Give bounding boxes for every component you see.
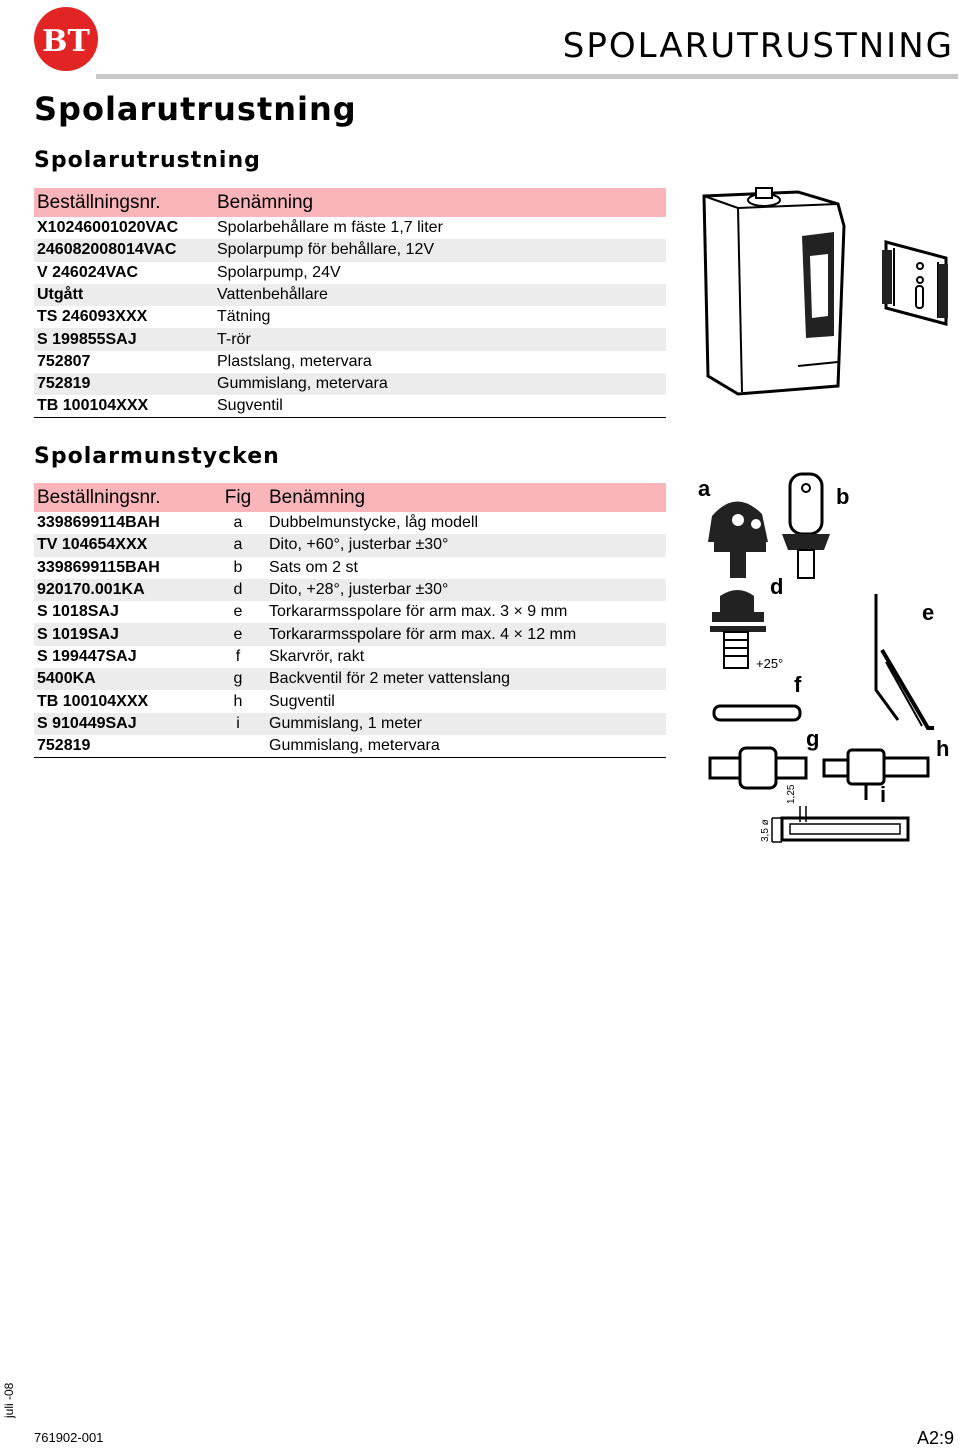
part-name: Dito, +60°, justerbar ±30° [266, 534, 666, 556]
table-row [34, 262, 666, 284]
order-number: 5400KA [34, 668, 210, 690]
washer-tank-illustration [698, 186, 954, 396]
table-row [34, 557, 666, 579]
table-header-row [34, 483, 666, 512]
order-number: 3398699115BAH [37, 558, 160, 576]
fig-label-e: e [922, 600, 935, 625]
header-title: SPOLARUTRUSTNING [562, 26, 954, 66]
order-number: 246082008014VAC [34, 239, 214, 261]
table-row [34, 668, 666, 690]
section2-title: Spolarmunstycken [34, 444, 280, 469]
table-row [34, 646, 666, 668]
part-name: Skarvrör, rakt [269, 647, 365, 665]
side-date: juli -08 [2, 1382, 16, 1418]
table-row [34, 735, 666, 757]
table-row [34, 284, 666, 306]
order-number: X10246001020VAC [37, 219, 179, 237]
nozzle-illustrations [690, 470, 958, 850]
table-row [34, 690, 666, 712]
fig-letter [210, 735, 266, 757]
order-number: 3398699114BAH [37, 514, 160, 532]
page-number: A2:9 [916, 1428, 954, 1448]
section2-table [34, 483, 666, 758]
part-name: Spolarpump för behållare, 12V [214, 239, 666, 261]
order-number: TS 246093XXX [37, 308, 148, 326]
part-name: Tätning [217, 308, 271, 326]
order-number: 752819 [34, 373, 214, 395]
section1-table [34, 188, 666, 418]
fig-letter: a [210, 534, 266, 556]
part-name: Torkararmsspolare för arm max. 3 × 9 mm [269, 603, 568, 621]
part-name: Backventil för 2 meter vattenslang [266, 668, 666, 690]
table-row [34, 373, 666, 395]
part-name: Sugventil [269, 692, 335, 710]
order-number: 920170.001KA [34, 579, 210, 601]
order-number: TB 100104XXX [37, 692, 149, 710]
table-row [34, 351, 666, 373]
fig-label-a: a [698, 476, 711, 501]
part-name: Dito, +28°, justerbar ±30° [266, 579, 666, 601]
table-row [34, 601, 666, 623]
doc-number: 761902-001 [34, 1430, 104, 1445]
order-number: 752807 [37, 352, 91, 370]
table-row [34, 512, 666, 534]
fig-letter: b [233, 558, 243, 576]
fig-letter: g [210, 668, 266, 690]
part-name: Torkararmsspolare för arm max. 4 × 12 mm [266, 623, 666, 645]
table-row [34, 534, 666, 556]
order-number: Utgått [34, 284, 214, 306]
part-name: Vattenbehållare [214, 284, 666, 306]
fig-label-d: d [770, 574, 784, 599]
fig-letter: a [233, 514, 243, 532]
part-name: Gummislang, metervara [214, 373, 666, 395]
table-row [34, 713, 666, 735]
fig-label-i: i [880, 782, 887, 807]
part-name: Gummislang, 1 meter [266, 713, 666, 735]
order-number: V 246024VAC [37, 263, 139, 281]
fig-label-b: b [836, 484, 850, 509]
table-row [34, 579, 666, 601]
fig-letter: f [235, 647, 241, 665]
dim-label-2: 3,5 ø [760, 819, 771, 842]
fig-letter: d [210, 579, 266, 601]
section1-title: Spolarutrustning [34, 148, 261, 173]
order-number: 752819 [34, 735, 210, 757]
col-fig: Fig [210, 483, 266, 512]
part-name: Sugventil [214, 395, 666, 417]
order-number: TB 100104XXX [34, 395, 214, 417]
col-order-no: Beställningsnr. [34, 483, 210, 512]
table-row [34, 217, 666, 239]
fig-letter: e [210, 623, 266, 645]
bt-logo [33, 6, 99, 72]
table-header-row [34, 188, 666, 217]
dim-label-1: 1,25 [786, 784, 797, 804]
part-name: Sats om 2 st [269, 558, 358, 576]
col-name: Benämning [214, 188, 666, 217]
angle-label: +25° [756, 656, 784, 671]
order-number: S 910449SAJ [34, 713, 210, 735]
order-number: S 199447SAJ [37, 647, 137, 665]
order-number: S 1019SAJ [34, 623, 210, 645]
col-name: Benämning [266, 483, 666, 512]
fig-letter: e [233, 603, 243, 621]
col-order-no: Beställningsnr. [34, 188, 214, 217]
fig-label-g: g [806, 726, 820, 751]
page-title: Spolarutrustning [34, 90, 357, 128]
part-name: T-rör [214, 328, 666, 350]
part-name: Plastslang, metervara [217, 352, 372, 370]
fig-label-h: h [936, 736, 950, 761]
table-row [34, 623, 666, 645]
part-name: Dubbelmunstycke, låg modell [269, 514, 478, 532]
fig-label-f: f [794, 672, 802, 697]
fig-letter: h [233, 692, 243, 710]
table-row [34, 395, 666, 417]
order-number: TV 104654XXX [34, 534, 210, 556]
part-name: Spolarpump, 24V [217, 263, 341, 281]
order-number: S 199855SAJ [34, 328, 214, 350]
table-row [34, 328, 666, 350]
part-name: Gummislang, metervara [266, 735, 666, 757]
logo-text: BT [42, 24, 90, 59]
fig-letter: i [210, 713, 266, 735]
header-rule [96, 74, 958, 79]
table-row [34, 239, 666, 261]
order-number: S 1018SAJ [37, 603, 119, 621]
table-row [34, 306, 666, 328]
nozzle-drawings [690, 470, 958, 850]
part-name: Spolarbehållare m fäste 1,7 liter [217, 219, 443, 237]
